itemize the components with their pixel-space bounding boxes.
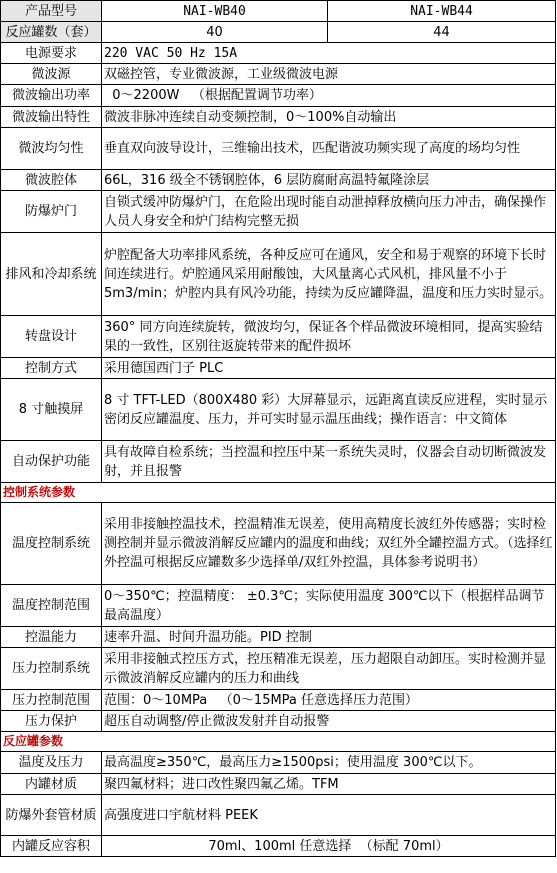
spec-label: 压力控制范围 bbox=[1, 690, 102, 711]
spec-value: 360° 同方向连续旋转，微波均匀，保证各个样品微波环境相同，提高实验结果的一致性，区别往返旋转带来的配件损坏 bbox=[102, 316, 556, 358]
row-model bbox=[1, 1, 556, 22]
spec-label: 转盘设计 bbox=[1, 316, 102, 358]
spec-row bbox=[1, 43, 556, 64]
spec-value: 0～2200W （根据配置调节功率） bbox=[102, 85, 556, 107]
spec-label: 防爆炉门 bbox=[1, 191, 102, 233]
spec-row bbox=[1, 170, 556, 191]
spec-row bbox=[1, 690, 556, 711]
spec-label: 温度及压力 bbox=[1, 752, 102, 774]
section-title: 反应罐参数 bbox=[1, 732, 556, 752]
spec-label: 防爆外套管材质 bbox=[1, 795, 102, 836]
spec-value: 最高温度≥350℃，最高压力≥1500psi；使用温度 300℃以下。 bbox=[102, 752, 556, 774]
spec-label: 控制方式 bbox=[1, 358, 102, 379]
spec-row bbox=[1, 85, 556, 107]
spec-row bbox=[1, 795, 556, 836]
spec-value: 炉腔配备大功率排风系统，各种反应可在通风，安全和易于观察的环境下长时间连续进行。炉腔通风采用耐酸蚀，大风量离心式风机，排风量不小于 5m3/min；炉腔内具有风冷功能，持续为反应罐降温，温度和压力实时显示。 bbox=[102, 233, 556, 316]
spec-row bbox=[1, 836, 556, 857]
spec-label: 微波腔体 bbox=[1, 170, 102, 191]
spec-row bbox=[1, 752, 556, 774]
section-header-vessel bbox=[1, 732, 556, 752]
spec-label: 自动保护功能 bbox=[1, 441, 102, 483]
spec-label: 内罐反应容积 bbox=[1, 836, 102, 857]
spec-row bbox=[1, 191, 556, 233]
spec-value: 速率升温、时间升温功能。PID 控制 bbox=[102, 627, 556, 648]
spec-row bbox=[1, 503, 556, 585]
model-b: NAI-WB44 bbox=[328, 1, 556, 22]
spec-row bbox=[1, 379, 556, 441]
spec-value: 高强度进口宇航材料 PEEK bbox=[102, 795, 556, 836]
spec-row bbox=[1, 648, 556, 690]
spec-label: 压力控制系统 bbox=[1, 648, 102, 690]
spec-label: 电源要求 bbox=[1, 43, 102, 64]
spec-row bbox=[1, 627, 556, 648]
spec-value: 采用德国西门子 PLC bbox=[102, 358, 556, 379]
spec-label: 微波输出特性 bbox=[1, 107, 102, 128]
section-title: 控制系统参数 bbox=[1, 483, 556, 503]
spec-label: 温度控制范围 bbox=[1, 585, 102, 627]
spec-value: 自锁式缓冲防爆炉门，在危险出现时能自动泄掉释放横向压力冲击，确保操作人员人身安全和炉门结构完整无损 bbox=[102, 191, 556, 233]
spec-value: 微波非脉冲连续自动变频控制，0～100%自动输出 bbox=[102, 107, 556, 128]
spec-label: 温度控制系统 bbox=[1, 503, 102, 585]
spec-value: 双磁控管，专业微波源，工业级微波电源 bbox=[102, 64, 556, 85]
spec-label: 控温能力 bbox=[1, 627, 102, 648]
spec-label: 压力保护 bbox=[1, 711, 102, 732]
spec-label: 排风和冷却系统 bbox=[1, 233, 102, 316]
spec-label: 内罐材质 bbox=[1, 774, 102, 795]
spec-value: 采用非接触式控压方式，控压精准无误差，压力超限自动卸压。实时检测并显示微波消解反应罐内的压力和曲线 bbox=[102, 648, 556, 690]
spec-value: 66L，316 级全不锈钢腔体，6 层防腐耐高温特氟隆涂层 bbox=[102, 170, 556, 191]
vessels-a: 40 bbox=[102, 22, 328, 43]
spec-value: 采用非接触控温技术，控温精准无误差，使用高精度长波红外传感器；实时检测控制并显示微波消解反应罐内的温度和曲线；双红外全罐控温方式。（选择红外控温可根据反应罐数多少选择单/双红外控温，具体参考说明书） bbox=[102, 503, 556, 585]
spec-value: 0～350℃；控温精度： ±0.3℃；实际使用温度 300℃以下（根据样品调节最高温度） bbox=[102, 585, 556, 627]
spec-value: 具有故障自检系统；当控温和控压中某一系统失灵时，仪器会自动切断微波发射，并且报警 bbox=[102, 441, 556, 483]
spec-row bbox=[1, 585, 556, 627]
spec-value: 范围：0～10MPa （0～15MPa 任意选择压力范围） bbox=[102, 690, 556, 711]
spec-row bbox=[1, 358, 556, 379]
spec-value: 垂直双向波导设计，三维输出技术，匹配谐波功频实现了高度的场均匀性 bbox=[102, 128, 556, 170]
model-a: NAI-WB40 bbox=[102, 1, 328, 22]
spec-label: 微波源 bbox=[1, 64, 102, 85]
spec-label: 微波均匀性 bbox=[1, 128, 102, 170]
model-label: 产品型号 bbox=[1, 1, 102, 22]
spec-value: 聚四氟材料；进口改性聚四氟乙烯。TFM bbox=[102, 774, 556, 795]
spec-row bbox=[1, 107, 556, 128]
vessels-label: 反应罐数（套） bbox=[1, 22, 102, 43]
spec-row bbox=[1, 64, 556, 85]
spec-value: 超压自动调整/停止微波发射并自动报警 bbox=[102, 711, 556, 732]
spec-row bbox=[1, 316, 556, 358]
spec-label: 微波输出功率 bbox=[1, 85, 102, 107]
section-header-control bbox=[1, 483, 556, 503]
spec-row bbox=[1, 441, 556, 483]
spec-label: 8 寸触摸屏 bbox=[1, 379, 102, 441]
spec-row bbox=[1, 233, 556, 316]
spec-value: 220 VAC 50 Hz 15A bbox=[102, 43, 556, 64]
spec-value: 8 寸 TFT-LED（800X480 彩）大屏幕显示，远距离直读反应进程，实时显示密闭反应罐温度、压力，并可实时显示温压曲线；操作语言：中文简体 bbox=[102, 379, 556, 441]
spec-row bbox=[1, 128, 556, 170]
spec-value: 70ml、100ml 任意选择 （标配 70ml） bbox=[102, 836, 556, 857]
row-vessels bbox=[1, 22, 556, 43]
vessels-b: 44 bbox=[328, 22, 556, 43]
spec-row bbox=[1, 774, 556, 795]
spec-row bbox=[1, 711, 556, 732]
